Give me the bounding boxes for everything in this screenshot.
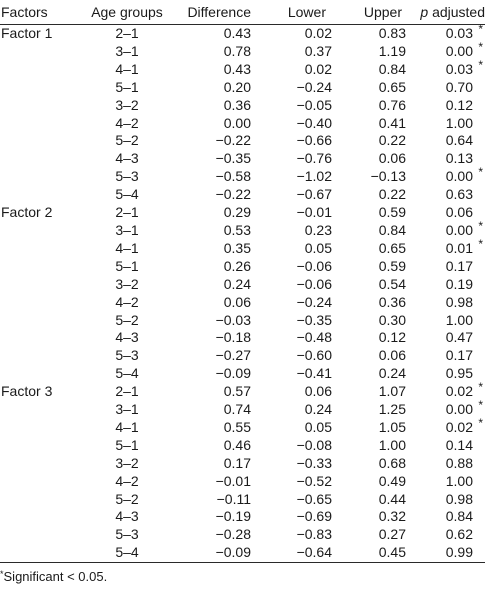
cell-p-adjusted (406, 22, 485, 43)
cell-upper: 0.32 (378, 508, 406, 525)
cell-upper: 0.83 (378, 25, 406, 41)
cell-age-group: 2–1 (115, 204, 139, 221)
cell-age-group: 5–3 (115, 526, 139, 543)
cell-age-group: 5–3 (115, 347, 139, 364)
cell-upper: 1.05 (378, 418, 406, 435)
cell-factor (0, 329, 85, 347)
cell-upper: 0.59 (378, 257, 406, 274)
cell-p-adjusted (406, 218, 485, 240)
significance-star: * (478, 218, 483, 233)
cell-factor (0, 115, 85, 133)
cell-difference: −0.09 (169, 544, 251, 562)
p-value: 1.00 (445, 114, 473, 131)
cell-lower: −0.33 (296, 454, 332, 471)
cell-difference: −0.35 (215, 150, 251, 167)
footnote-mark: * (0, 569, 4, 579)
cell-upper: 0.68 (378, 454, 406, 471)
cell-age-group: 5–4 (115, 186, 139, 203)
cell-upper: 0.41 (378, 114, 406, 131)
p-value: 1.00 (445, 472, 473, 489)
table-row (0, 97, 485, 115)
cell-age-group: 4–3 (115, 508, 139, 525)
cell-factor (0, 276, 85, 294)
table-row (0, 329, 485, 347)
significance-star: * (478, 165, 483, 180)
cell-upper: 0.27 (378, 526, 406, 543)
p-value: 0.06 (445, 204, 473, 221)
cell-difference: −0.22 (215, 132, 251, 149)
table-row (0, 419, 485, 437)
cell-age-group: 4–1 (115, 239, 139, 256)
table-row (0, 186, 485, 204)
cell-lower: −0.65 (296, 490, 332, 507)
footnote (0, 569, 107, 584)
cell-upper: 0.65 (378, 239, 406, 256)
cell-difference: −0.22 (215, 186, 251, 203)
cell-difference: 0.43 (223, 60, 251, 77)
cell-upper: 0.45 (332, 544, 406, 562)
cell-age-group: 5–1 (115, 257, 139, 274)
cell-difference: −0.09 (215, 365, 251, 382)
cell-difference: −0.28 (215, 526, 251, 543)
cell-age-group: 5–1 (115, 436, 139, 453)
cell-lower: −0.64 (251, 544, 332, 562)
cell-upper: 0.22 (378, 186, 406, 203)
cell-p-adjusted (406, 347, 485, 365)
cell-lower: −0.35 (296, 311, 332, 328)
cell-age-group: 3–1 (115, 401, 139, 418)
p-value: 0.17 (445, 347, 473, 364)
cell-upper: 0.76 (378, 96, 406, 113)
cell-difference: 0.46 (223, 436, 251, 453)
cell-lower: −0.05 (296, 96, 332, 113)
cell-factor (0, 79, 85, 97)
cell-lower: −0.60 (296, 347, 332, 364)
p-value: 0.00 (445, 221, 473, 238)
cell-upper: 0.44 (378, 490, 406, 507)
table-row (0, 508, 485, 526)
cell-difference: 0.17 (223, 454, 251, 471)
cell-lower: −0.52 (296, 472, 332, 489)
footnote-text: Significant < 0.05. (3, 569, 108, 584)
cell-age-group: 5–2 (115, 311, 139, 328)
p-value: 0.63 (445, 186, 473, 203)
table-row (0, 222, 485, 240)
table-row (0, 276, 485, 294)
cell-difference: 0.29 (223, 204, 251, 221)
cell-upper: 1.07 (378, 383, 406, 400)
cell-lower: 0.37 (304, 42, 332, 59)
table-row (0, 204, 485, 222)
table-row (0, 150, 485, 168)
cell-factor (0, 419, 85, 437)
cell-upper: 0.36 (378, 293, 406, 310)
cell-upper: 0.59 (378, 204, 406, 221)
cell-lower: −0.41 (296, 365, 332, 382)
cell-factor (0, 473, 85, 491)
p-value: 0.02 (445, 383, 473, 400)
table-body (0, 22, 485, 563)
cell-upper: 0.22 (378, 132, 406, 149)
cell-factor (0, 258, 85, 276)
cell-factor (0, 132, 85, 150)
cell-upper: 0.84 (378, 60, 406, 77)
cell-difference: 0.43 (223, 25, 251, 41)
cell-upper: 0.65 (378, 78, 406, 95)
cell-difference: 0.00 (223, 114, 251, 131)
cell-p-adjusted (406, 544, 485, 562)
p-value: 0.00 (445, 401, 473, 418)
cell-lower: 0.02 (304, 25, 332, 41)
cell-age-group: 4–2 (115, 293, 139, 310)
p-value: 0.03 (445, 60, 473, 77)
header-p-rest: adjusted (432, 4, 485, 20)
cell-p-adjusted (406, 115, 485, 133)
table-row (0, 455, 485, 473)
cell-factor (0, 526, 85, 544)
cell-p-adjusted (406, 508, 485, 526)
cell-upper: 0.49 (378, 472, 406, 489)
cell-p-adjusted (406, 204, 485, 222)
cell-factor (0, 491, 85, 509)
cell-upper: −0.13 (370, 168, 406, 185)
table-row (0, 240, 485, 258)
cell-lower: −0.24 (296, 293, 332, 310)
table-row (0, 312, 485, 330)
p-value: 0.99 (445, 544, 473, 561)
cell-age-group: 5–2 (115, 132, 139, 149)
cell-age-group: 5–3 (115, 168, 139, 185)
cell-age-group: 2–1 (115, 383, 139, 400)
cell-p-adjusted (406, 186, 485, 204)
cell-factor (0, 150, 85, 168)
p-value: 0.47 (445, 329, 473, 346)
cell-lower: −0.76 (296, 150, 332, 167)
p-value: 0.02 (445, 418, 473, 435)
p-value: 0.13 (445, 150, 473, 167)
cell-upper: 1.19 (378, 42, 406, 59)
cell-difference: 0.53 (223, 221, 251, 238)
table-row (0, 544, 485, 562)
cell-age-group: 3–2 (115, 275, 139, 292)
cell-difference: −0.03 (215, 311, 251, 328)
cell-lower: −0.67 (296, 186, 332, 203)
cell-upper: 1.00 (378, 436, 406, 453)
cell-age-group: 4–1 (115, 418, 139, 435)
cell-age-group: 5–1 (115, 78, 139, 95)
cell-lower: 0.23 (304, 221, 332, 238)
cell-lower: −0.24 (296, 78, 332, 95)
cell-factor (0, 240, 85, 258)
cell-age-group: 5–4 (85, 544, 169, 562)
cell-p-adjusted (406, 455, 485, 473)
cell-age-group: 4–2 (115, 114, 139, 131)
cell-lower: −0.40 (296, 114, 332, 131)
table-row (0, 258, 485, 276)
cell-p-adjusted (406, 526, 485, 544)
cell-factor (0, 508, 85, 526)
cell-factor (0, 97, 85, 115)
cell-age-group: 2–1 (115, 25, 139, 41)
cell-difference: 0.06 (223, 293, 251, 310)
cell-lower: −0.69 (296, 508, 332, 525)
cell-lower: 0.06 (304, 383, 332, 400)
table-row (0, 383, 485, 401)
significance-star: * (478, 236, 483, 251)
cell-upper: 0.30 (378, 311, 406, 328)
table-row (0, 43, 485, 61)
cell-p-adjusted (406, 380, 485, 401)
cell-lower: −1.02 (296, 168, 332, 185)
p-value: 0.98 (445, 293, 473, 310)
cell-p-adjusted (406, 165, 485, 186)
cell-factor (0, 401, 85, 419)
cell-factor (0, 312, 85, 330)
cell-p-adjusted (406, 365, 485, 383)
p-value: 1.00 (445, 311, 473, 328)
significance-star: * (478, 39, 483, 54)
p-value: 0.98 (445, 490, 473, 507)
cell-p-adjusted (406, 57, 485, 79)
cell-upper: 0.84 (378, 221, 406, 238)
p-value: 0.84 (445, 508, 473, 525)
cell-p-adjusted (406, 491, 485, 509)
cell-difference: 0.78 (223, 42, 251, 59)
table-row (0, 25, 485, 43)
cell-factor (0, 43, 85, 61)
cell-factor (0, 186, 85, 204)
cell-lower: −0.66 (296, 132, 332, 149)
p-value: 0.17 (445, 257, 473, 274)
cell-difference: −0.19 (215, 508, 251, 525)
significance-star: * (478, 22, 483, 36)
cell-age-group: 4–1 (115, 60, 139, 77)
cell-p-adjusted (406, 415, 485, 437)
cell-difference: 0.24 (223, 275, 251, 292)
p-value: 0.95 (445, 365, 473, 382)
p-value: 0.00 (445, 168, 473, 185)
cell-lower: −0.48 (296, 329, 332, 346)
cell-factor: Factor 1 (1, 25, 53, 41)
cell-p-adjusted (406, 276, 485, 294)
cell-lower: 0.24 (304, 401, 332, 418)
cell-factor (0, 294, 85, 312)
cell-factor (0, 365, 85, 383)
cell-difference: −0.01 (215, 472, 251, 489)
table-row (0, 168, 485, 186)
table-row (0, 473, 485, 491)
cell-age-group: 5–2 (115, 490, 139, 507)
cell-p-adjusted (406, 97, 485, 115)
cell-p-adjusted (406, 258, 485, 276)
header-p-adjusted (406, 0, 485, 25)
significance-star: * (478, 380, 483, 395)
p-value: 0.62 (445, 526, 473, 543)
p-value: 0.64 (445, 132, 473, 149)
cell-difference: 0.36 (223, 96, 251, 113)
cell-lower: −0.08 (296, 436, 332, 453)
table-row (0, 132, 485, 150)
cell-age-group: 4–3 (115, 329, 139, 346)
table-row (0, 115, 485, 133)
table-row (0, 491, 485, 509)
cell-lower: 0.05 (304, 418, 332, 435)
cell-age-group: 3–1 (115, 42, 139, 59)
cell-p-adjusted (406, 39, 485, 61)
cell-factor (0, 455, 85, 473)
p-value: 0.01 (445, 239, 473, 256)
cell-age-group: 5–4 (115, 365, 139, 382)
cell-factor (0, 222, 85, 240)
significance-star: * (478, 415, 483, 430)
header-row (0, 0, 485, 25)
cell-lower: 0.05 (304, 239, 332, 256)
cell-factor (0, 347, 85, 365)
table-row (0, 526, 485, 544)
header-lower: Lower (251, 0, 332, 25)
cell-age-group: 3–2 (115, 96, 139, 113)
p-value: 0.70 (445, 78, 473, 95)
cell-p-adjusted (406, 79, 485, 97)
cell-difference: −0.18 (215, 329, 251, 346)
cell-lower: 0.02 (304, 60, 332, 77)
cell-lower: −0.06 (296, 257, 332, 274)
significance-star: * (478, 398, 483, 413)
cell-lower: −0.83 (296, 526, 332, 543)
cell-lower: −0.01 (296, 204, 332, 221)
cell-upper: 0.54 (378, 275, 406, 292)
cell-factor (0, 437, 85, 455)
cell-factor (0, 61, 85, 79)
cell-age-group: 3–2 (115, 454, 139, 471)
header-p-letter: p (420, 4, 429, 20)
cell-difference: 0.35 (223, 239, 251, 256)
cell-p-adjusted (406, 132, 485, 150)
cell-p-adjusted (406, 312, 485, 330)
cell-difference: −0.11 (216, 490, 251, 507)
cell-p-adjusted (406, 329, 485, 347)
header-upper: Upper (332, 0, 406, 25)
cell-upper: 1.25 (378, 401, 406, 418)
cell-upper: 0.24 (378, 365, 406, 382)
table-row (0, 79, 485, 97)
cell-factor: Factor 3 (1, 383, 53, 400)
cell-p-adjusted (406, 473, 485, 491)
cell-difference: 0.74 (223, 401, 251, 418)
p-value: 0.88 (445, 454, 473, 471)
p-value: 0.12 (445, 96, 473, 113)
header-factors: Factors (0, 0, 85, 25)
table-header (0, 0, 485, 25)
cell-difference: 0.26 (223, 257, 251, 274)
header-age-groups: Age groups (85, 0, 169, 25)
table-row (0, 365, 485, 383)
cell-factor: Factor 2 (1, 204, 53, 221)
cell-p-adjusted (406, 398, 485, 419)
cell-difference: 0.20 (223, 78, 251, 95)
p-value: 0.14 (445, 436, 473, 453)
cell-age-group: 4–3 (115, 150, 139, 167)
cell-age-group: 3–1 (115, 221, 139, 238)
cell-p-adjusted (406, 236, 485, 258)
cell-p-adjusted (406, 294, 485, 312)
table-row (0, 294, 485, 312)
header-difference: Difference (169, 0, 251, 25)
table-row (0, 61, 485, 79)
cell-p-adjusted (406, 150, 485, 168)
cell-difference: 0.57 (223, 383, 251, 400)
cell-factor (0, 168, 85, 186)
p-value: 0.03 (445, 25, 473, 41)
cell-factor (0, 544, 85, 562)
cell-lower: −0.06 (296, 275, 332, 292)
significance-star: * (478, 57, 483, 72)
cell-difference: −0.58 (215, 168, 251, 185)
p-value: 0.00 (445, 42, 473, 59)
table-row (0, 401, 485, 419)
table-row (0, 437, 485, 455)
cell-p-adjusted (406, 437, 485, 455)
cell-upper: 0.06 (378, 347, 406, 364)
table-row (0, 347, 485, 365)
cell-age-group: 4–2 (115, 472, 139, 489)
p-value: 0.19 (445, 275, 473, 292)
cell-upper: 0.12 (378, 329, 406, 346)
cell-upper: 0.06 (378, 150, 406, 167)
cell-difference: −0.27 (215, 347, 251, 364)
cell-difference: 0.55 (223, 418, 251, 435)
